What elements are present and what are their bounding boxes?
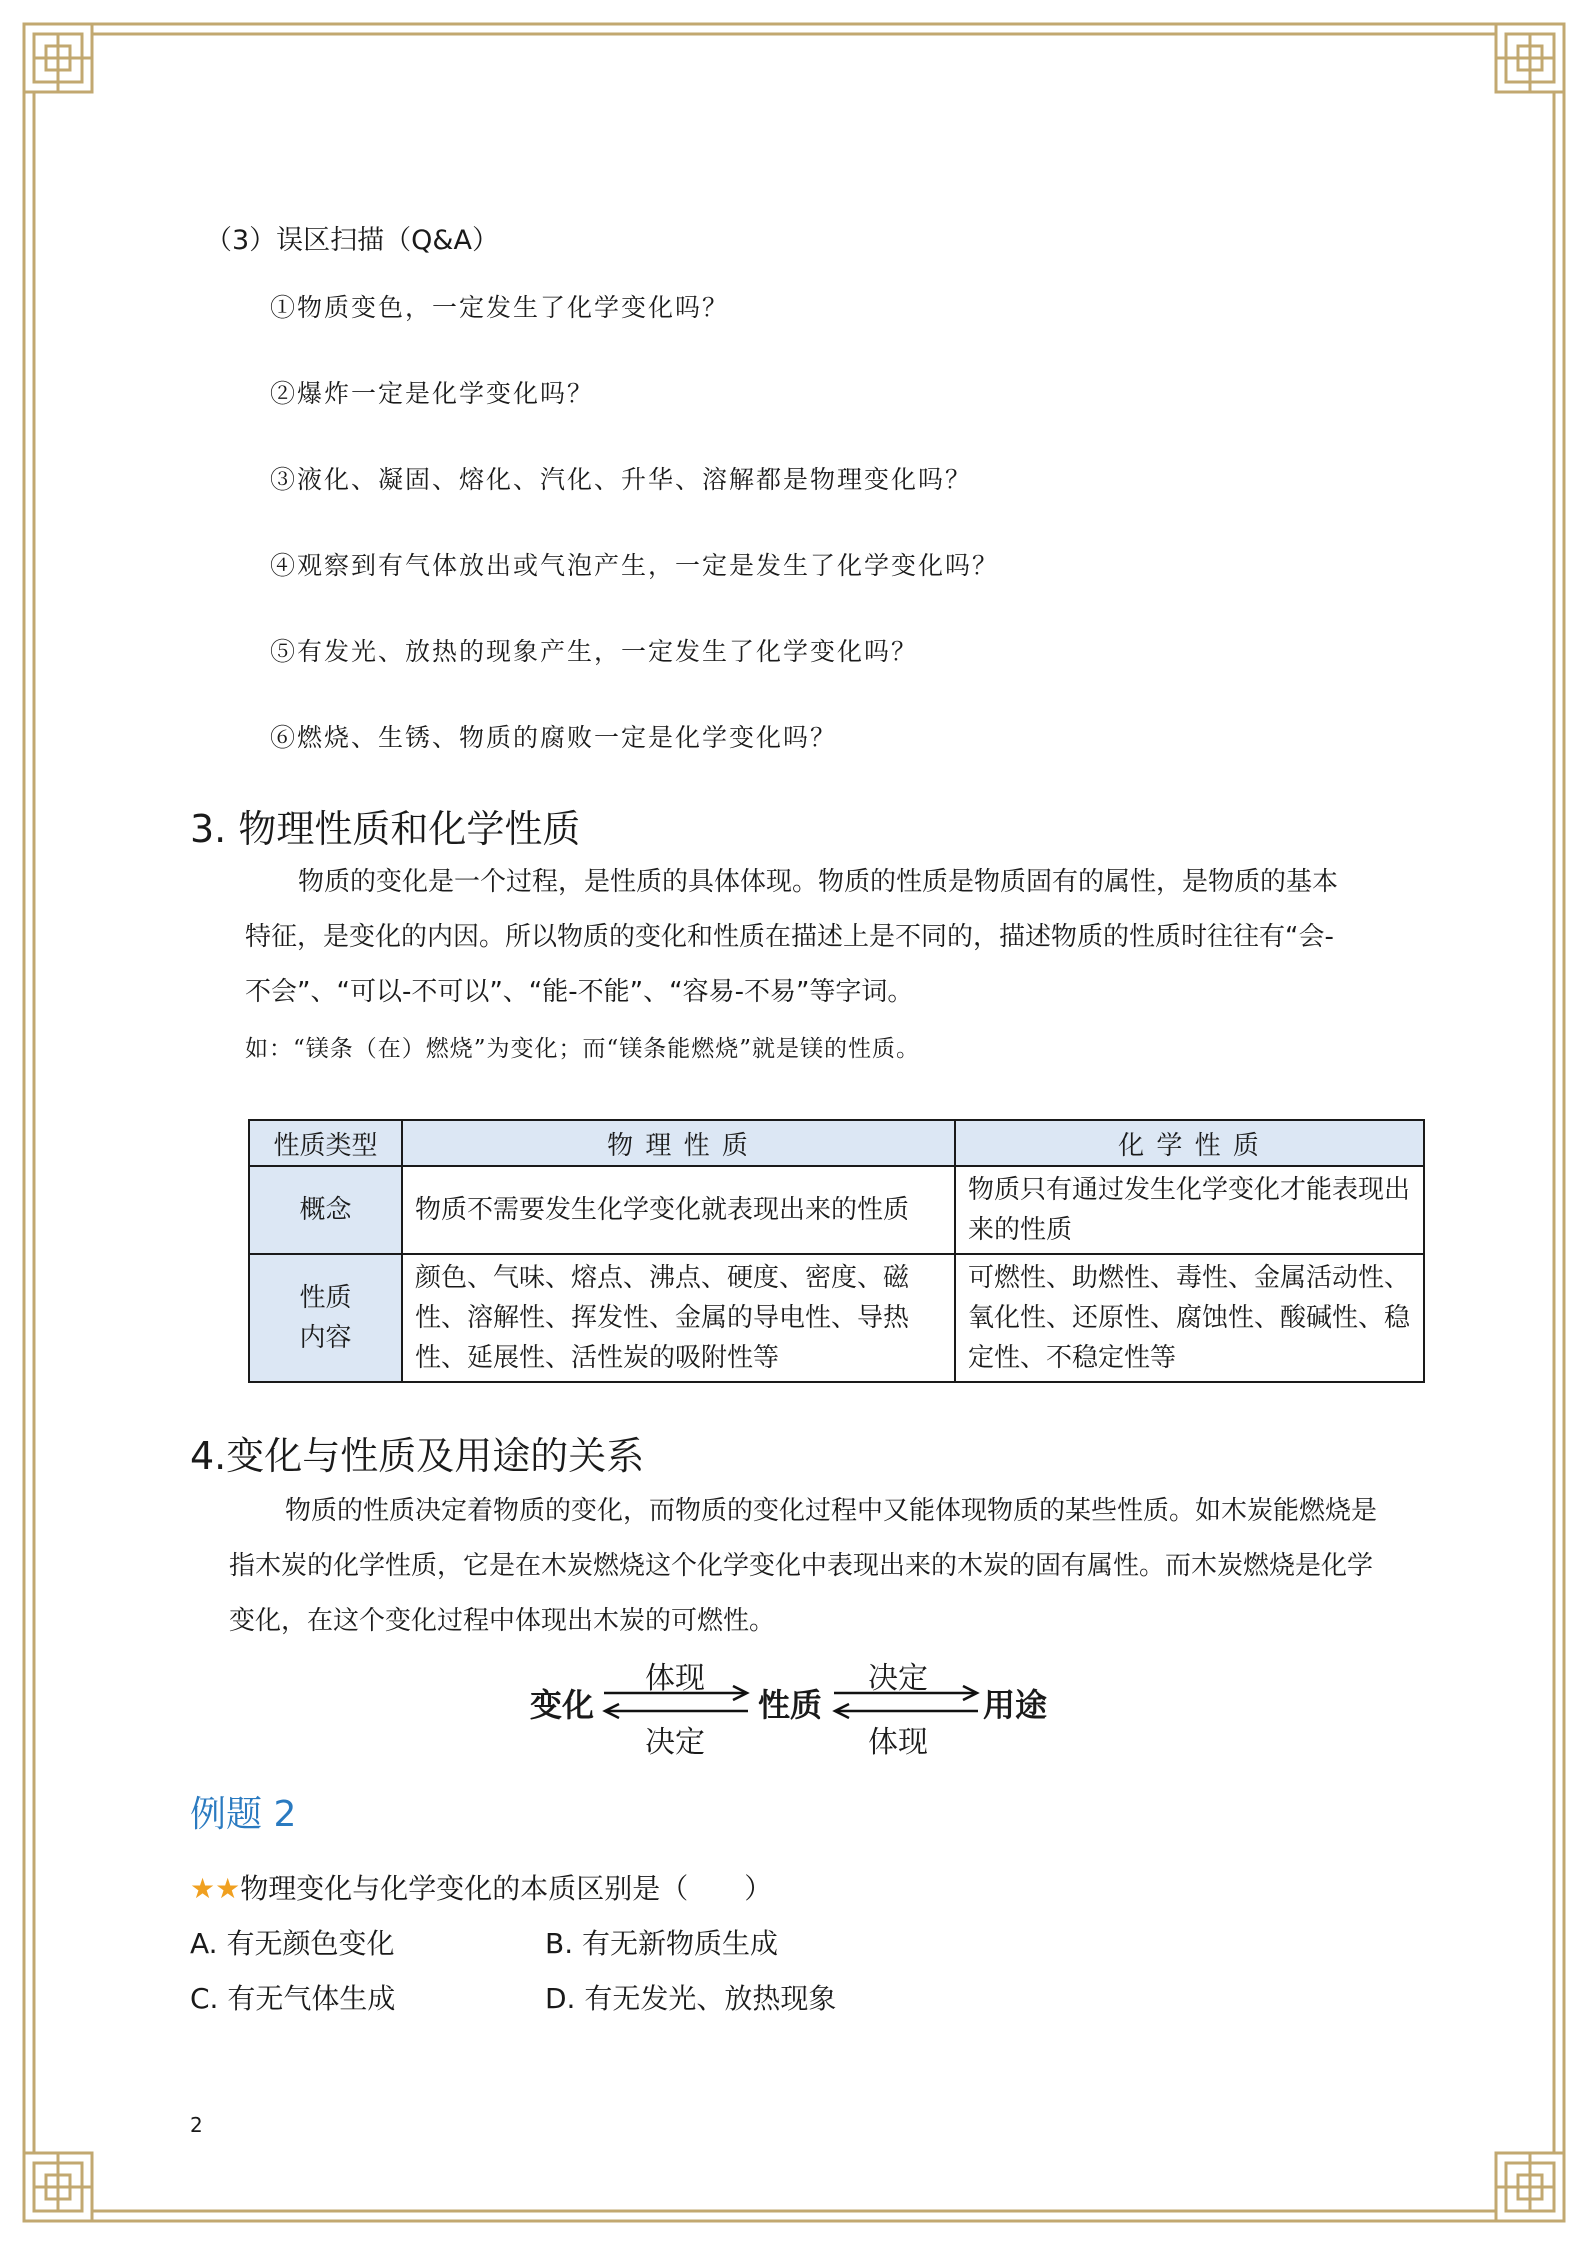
- diagram-arrow1-top-label: 体现: [645, 1661, 705, 1696]
- cell-physical-concept: 物质不需要发生化学变化就表现出来的性质: [402, 1166, 955, 1254]
- section-4-para-line-1: 物质的性质决定着物质的变化，而物质的变化过程中又能体现物质的某些性质。如木炭能燃烧是: [285, 1496, 1378, 1526]
- section-4-heading: 4.变化与性质及用途的关系: [190, 1434, 645, 1478]
- section-3-note: 如：“镁条（在）燃烧”为变化；而“镁条能燃烧”就是镁的性质。: [245, 1036, 921, 1062]
- qa-item-4: ④观察到有气体放出或气泡产生，一定是发生了化学变化吗？: [270, 551, 1000, 580]
- section-3-heading: 3. 物理性质和化学性质: [190, 807, 581, 851]
- corner-ornament-bottom-left: [24, 2153, 92, 2221]
- qa-item-3: ③液化、凝固、熔化、汽化、升华、溶解都是物理变化吗？: [270, 465, 973, 494]
- corner-ornament-bottom-right: [1496, 2153, 1564, 2221]
- double-arrow-icon: [830, 1685, 982, 1719]
- qa-item-2: ②爆炸一定是化学变化吗？: [270, 379, 595, 408]
- diagram-node-property: 性质: [758, 1686, 823, 1724]
- diagram-arrow2-bottom-label: 体现: [868, 1725, 928, 1760]
- qa-item-1: ①物质变色，一定发生了化学变化吗？: [270, 293, 730, 322]
- star-icon: ★★: [190, 1872, 241, 1905]
- section-4-para-line-2: 指木炭的化学性质，它是在木炭燃烧这个化学变化中表现出来的木炭的固有属性。而木炭燃烧是化学: [229, 1551, 1374, 1581]
- diagram-node-use: 用途: [983, 1686, 1048, 1724]
- cell-chemical-content: 可燃性、助燃性、毒性、金属活动性、氧化性、还原性、腐蚀性、酸碱性、稳定性、不稳定性等: [955, 1254, 1424, 1382]
- example-title: 例题 2: [190, 1794, 297, 1835]
- option-b: B. 有无新物质生成: [545, 1927, 779, 1960]
- cell-physical-content: 颜色、气味、熔点、沸点、硬度、密度、磁性、溶解性、挥发性、金属的导电性、导热性、延展性、活性炭的吸附性等: [402, 1254, 955, 1382]
- example-question-text: 物理变化与化学变化的本质区别是（ ）: [240, 1872, 773, 1905]
- option-d: D. 有无发光、放热现象: [545, 1982, 837, 2015]
- section-3-para-line-3: 不会”、“可以-不可以”、“能-不能”、“容易-不易”等字词。: [245, 977, 914, 1007]
- properties-table: [248, 1119, 1425, 1383]
- section-3-para-line-1: 物质的变化是一个过程，是性质的具体体现。物质的性质是物质固有的属性，是物质的基本: [298, 867, 1339, 897]
- double-arrow-icon: [600, 1685, 752, 1719]
- diagram-arrow2-top-label: 决定: [868, 1661, 928, 1696]
- cell-chemical-concept: 物质只有通过发生化学变化才能表现出来的性质: [955, 1166, 1424, 1254]
- table-header-row: [249, 1120, 1424, 1166]
- section-4-para-line-3: 变化，在这个变化过程中体现出木炭的可燃性。: [229, 1606, 776, 1636]
- section-3-para-line-2: 特征，是变化的内因。所以物质的变化和性质在描述上是不同的，描述物质的性质时往往有“会-: [245, 922, 1334, 952]
- option-a: A. 有无颜色变化: [190, 1927, 395, 1960]
- table-header-type: 性质类型: [249, 1120, 402, 1166]
- option-c: C. 有无气体生成: [190, 1982, 396, 2015]
- table-row: [249, 1166, 1424, 1254]
- qa-item-6: ⑥燃烧、生锈、物质的腐败一定是化学变化吗？: [270, 723, 838, 752]
- table-header-chemical: 化 学 性 质: [955, 1120, 1424, 1166]
- qa-section-title: （3）误区扫描（Q&A）: [205, 225, 499, 256]
- row-label-content: 性质内容: [249, 1254, 402, 1382]
- diagram-node-change: 变化: [530, 1686, 595, 1724]
- table-header-physical: 物 理 性 质: [402, 1120, 955, 1166]
- row-label-concept: 概念: [249, 1166, 402, 1254]
- corner-ornament-top-right: [1496, 24, 1564, 92]
- corner-ornament-top-left: [24, 24, 92, 92]
- qa-item-5: ⑤有发光、放热的现象产生，一定发生了化学变化吗？: [270, 637, 919, 666]
- page-number: 2: [190, 2113, 203, 2137]
- example-question: [190, 1867, 772, 1907]
- table-row: [249, 1254, 1424, 1382]
- diagram-arrow1-bottom-label: 决定: [645, 1725, 705, 1760]
